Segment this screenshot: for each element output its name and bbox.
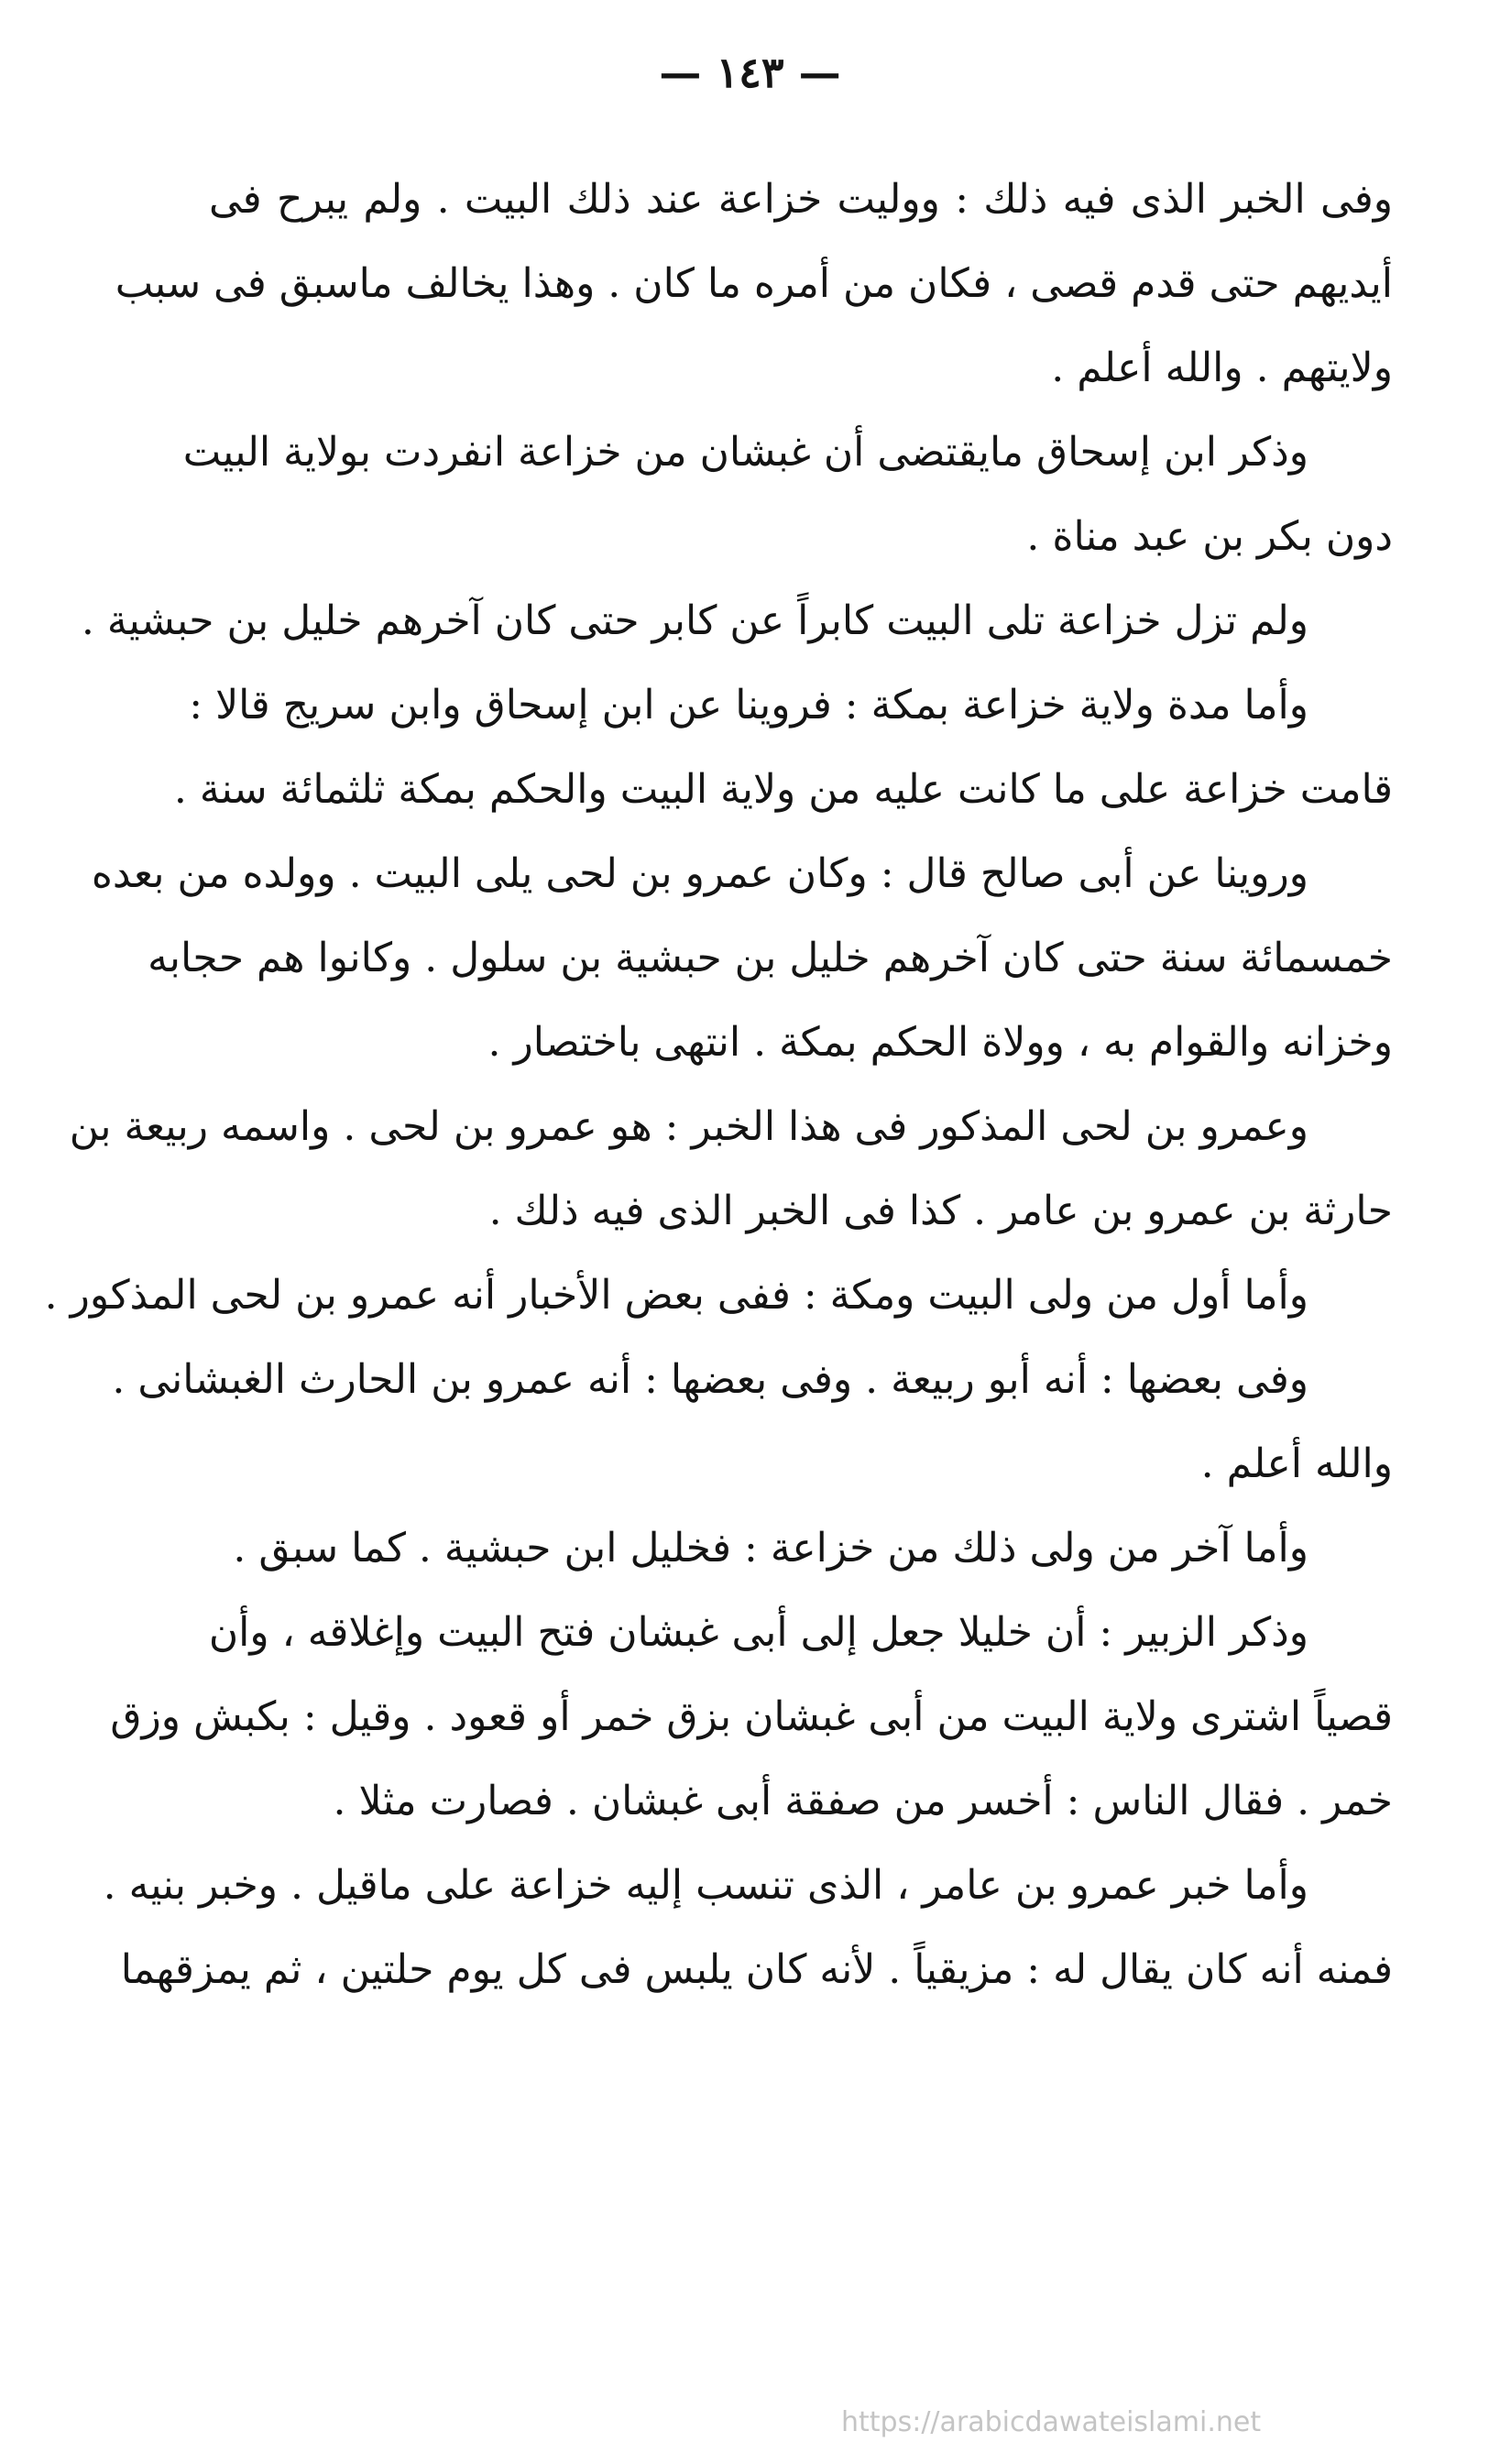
text-line: قامت خزاعة على ما كانت عليه من ولاية البيت والحكم بمكة ثلثمائة سنة . [173,766,1393,813]
text-line: وأما أول من ولى البيت ومكة : ففى بعض الأخبار أنه عمرو بن لحى المذكور . [44,1272,1308,1319]
page-number: — ١٤٣ — [659,48,841,97]
text-line: وأما مدة ولاية خزاعة بمكة : فروينا عن ابن إسحاق وابن سريج قالا : [189,682,1308,728]
text-line: دون بكر بن عبد مناة . [1026,513,1393,560]
text-line: وعمرو بن لحى المذكور فى هذا الخبر : هو عمرو بن لحى . واسمه ربيعة بن [69,1103,1308,1150]
text-line: قصياً اشترى ولاية البيت من أبى غبشان بزق خمر أو قعود . وقيل : بكبش وزق [110,1693,1393,1740]
text-line: وذكر الزبير : أن خليلا جعل إلى أبى غبشان فتح البيت وإغلاقه ، وأن [208,1609,1308,1656]
text-line: وفى الخبر الذى فيه ذلك : ووليت خزاعة عند ذلك البيت . ولم يبرح فى [209,176,1393,223]
text-line: وروينا عن أبى صالح قال : وكان عمرو بن لحى يلى البيت . وولده من بعده [91,850,1308,897]
text-line: وأما خبر عمرو بن عامر ، الذى تنسب إليه خزاعة على ماقيل . وخبر بنيه . [103,1862,1308,1909]
text-line: والله أعلم . [1200,1440,1393,1487]
text-line: ولايتهم . والله أعلم . [1051,345,1393,391]
text-line: فمنه أنه كان يقال له : مزيقياً . لأنه كان يلبس فى كل يوم حلتين ، ثم يمزقهما [120,1946,1393,1993]
text-line: وأما آخر من ولى ذلك من خزاعة : فخليل ابن حبشية . كما سبق . [233,1525,1308,1571]
text-line: أيديهم حتى قدم قصى ، فكان من أمره ما كان . وهذا يخالف ماسبق فى سبب [115,260,1393,307]
text-line: وذكر ابن إسحاق مايقتضى أن غبشان من خزاعة انفردت بولاية البيت [182,429,1308,476]
text-line: وخزانه والقوام به ، وولاة الحكم بمكة . انتهى باختصار . [487,1019,1393,1066]
body-text [44,158,1393,2012]
text-line: حارثة بن عمرو بن عامر . كذا فى الخبر الذى فيه ذلك . [488,1188,1393,1234]
text-line: خمر . فقال الناس : أخسر من صفقة أبى غبشان . فصارت مثلا . [333,1778,1393,1824]
watermark-url: https://arabicdawateislami.net [841,2406,1262,2438]
text-line: خمسمائة سنة حتى كان آخرهم خليل بن حبشية بن سلول . وكانوا هم حجابه [148,935,1393,981]
text-line: ولم تزل خزاعة تلى البيت كابراً عن كابر حتى كان آخرهم خليل بن حبشية . [81,597,1308,644]
text-line: وفى بعضها : أنه أبو ربيعة . وفى بعضها : أنه عمرو بن الحارث الغبشانى . [112,1356,1308,1403]
